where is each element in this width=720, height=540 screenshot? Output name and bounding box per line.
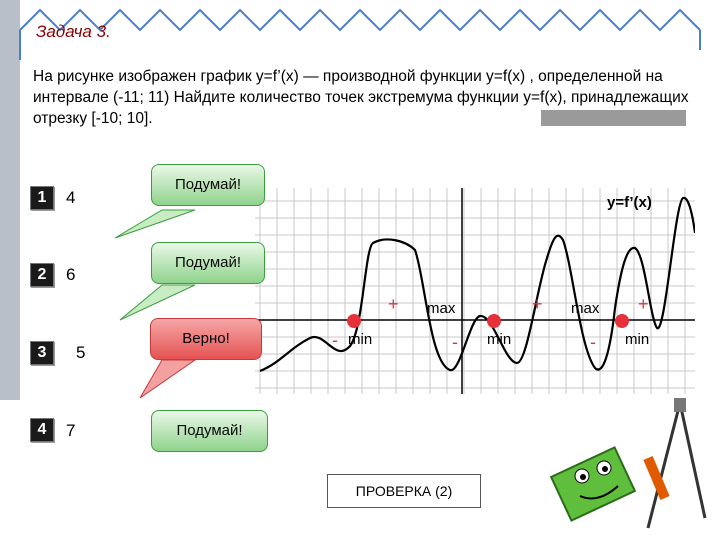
answer-value-4: 7 <box>66 421 76 440</box>
feedback-bubble-2: Подумай! <box>151 242 265 284</box>
marker-1 <box>347 314 361 328</box>
answer-option-2[interactable]: 2 <box>30 263 54 287</box>
feedback-bubble-4: Подумай! <box>151 410 268 452</box>
sign-minus-2: - <box>452 332 458 352</box>
answer-option-1[interactable]: 1 <box>30 186 54 210</box>
sign-plus-1: + <box>388 294 399 314</box>
label-min-1: min <box>348 331 373 348</box>
feedback-bubble-correct: Верно! <box>150 318 262 360</box>
sign-minus-1: - <box>332 330 338 350</box>
bubble-tails <box>100 190 270 430</box>
sign-plus-2: + <box>532 294 543 314</box>
answer-value-2: 6 <box>66 265 76 284</box>
sign-plus-3: + <box>638 294 649 314</box>
function-label: y=f’(x) <box>607 194 652 211</box>
derivative-graph <box>255 188 695 394</box>
marker-2 <box>487 314 501 328</box>
label-max-1: max <box>427 300 456 317</box>
marker-3 <box>615 314 629 328</box>
task-title: Задача 3. <box>36 22 111 41</box>
mascot-compass-illustration <box>540 398 715 538</box>
answer-value-3: 5 <box>76 343 86 362</box>
answer-option-3[interactable]: 3 <box>30 341 54 365</box>
label-min-3: min <box>625 331 650 348</box>
answer-option-4[interactable]: 4 <box>30 418 54 442</box>
label-min-2: min <box>487 331 512 348</box>
feedback-bubble-1: Подумай! <box>151 164 265 206</box>
label-max-2: max <box>571 300 600 317</box>
sign-minus-3: - <box>590 332 596 352</box>
answer-value-1: 4 <box>66 188 76 207</box>
check-button[interactable]: ПРОВЕРКА (2) <box>327 474 481 508</box>
task-text: На рисунке изображен график y=f’(x) — производной функции y=f(x) , определенной на интервале (-11; 11) Найдите количество точек экстремума функции y=f(x), принадлежащих отрезку [-10; 10]. <box>33 68 689 127</box>
